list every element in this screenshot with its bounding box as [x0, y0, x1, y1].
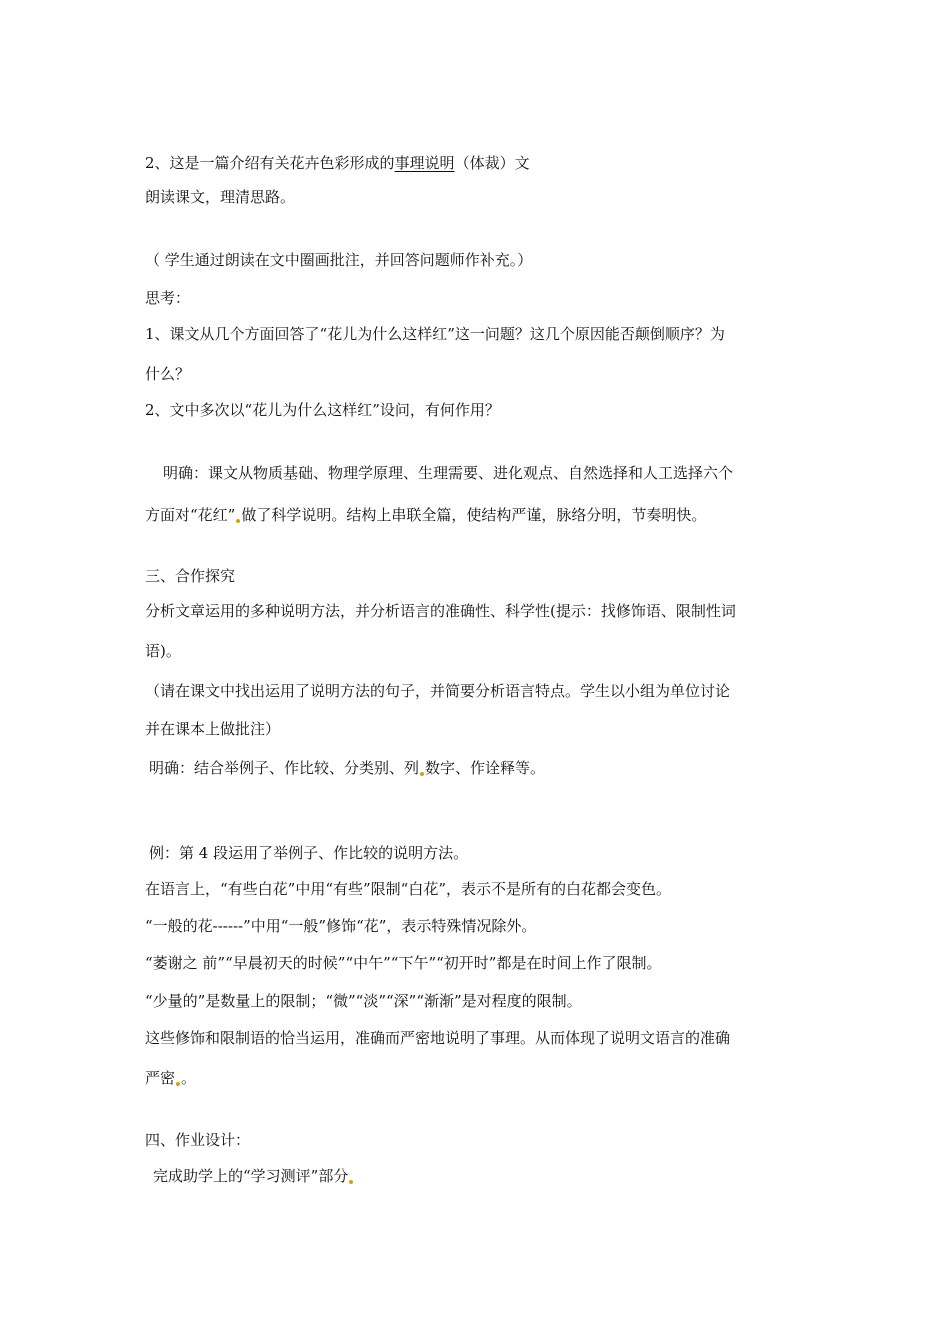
text-line: [145, 153, 530, 173]
text-line: 朗读课文，理清思路。: [145, 188, 296, 206]
text-run: 完成助学上的“学习测评”部分: [153, 1167, 349, 1185]
text-run: 。: [181, 1069, 197, 1087]
text-run: 2、这是一篇介绍有关花卉色彩形成的: [145, 154, 395, 172]
emphasis-dot: [176, 1082, 180, 1086]
text-line: 语)。: [145, 642, 181, 660]
text-line: 例：第 4 段运用了举例子、作比较的说明方法。: [149, 844, 469, 862]
text-line: [145, 505, 706, 525]
section-heading: 三、合作探究: [145, 567, 236, 585]
text-line: 1、课文从几个方面回答了“花儿为什么这样红”这一问题？这几个原因能否颠倒顺序？为: [145, 325, 725, 343]
text-line: 分析文章运用的多种说明方法，并分析语言的准确性、科学性(提示：找修饰语、限制性词: [145, 602, 736, 620]
text-line: 思考：: [145, 289, 191, 307]
text-line: “萎谢之 前”“早晨初天的时候”“中午”“下午”“初开时”都是在时间上作了限制。: [145, 954, 662, 972]
text-run: （体裁）文: [454, 154, 530, 172]
text-line: [145, 1068, 196, 1088]
emphasis-dot: [236, 519, 240, 523]
underlined-term: 事理说明: [394, 154, 455, 172]
text-line: “一般的花------”中用“一般”修饰“花”，表示特殊情况除外。: [145, 917, 537, 935]
text-run: 明确：结合举例子、作比较、分类别、列: [149, 759, 420, 777]
text-run: 数字、作诠释等。: [425, 759, 546, 777]
text-line: “少量的”是数量上的限制；“微”“淡”“深”“渐渐”是对程度的限制。: [145, 992, 582, 1010]
emphasis-dot: [349, 1180, 353, 1184]
text-line: （请在课文中找出运用了说明方法的句子，并简要分析语言特点。学生以小组为单位讨论: [145, 682, 731, 700]
text-line: 2、文中多次以“花儿为什么这样红”设问，有何作用？: [145, 401, 500, 419]
text-run: 严密: [145, 1069, 176, 1087]
emphasis-dot: [420, 772, 424, 776]
text-line: 什么？: [145, 365, 191, 383]
text-line: （ 学生通过朗读在文中圈画批注，并回答问题师作补充。）: [145, 251, 533, 269]
text-run: 做了科学说明。结构上串联全篇，使结构严谨，脉络分明，节奏明快。: [241, 506, 707, 524]
text-line: [149, 758, 545, 778]
text-line: 在语言上，“有些白花”中用“有些”限制“白花”，表示不是所有的白花都会变色。: [145, 880, 672, 898]
text-line: [153, 1166, 354, 1186]
text-line: 并在课本上做批注）: [145, 720, 281, 738]
text-line: 明确：课文从物质基础、物理学原理、生理需要、进化观点、自然选择和人工选择六个: [163, 464, 734, 482]
text-run: 方面对“花红”: [145, 506, 236, 524]
text-line: 这些修饰和限制语的恰当运用，准确而严密地说明了事理。从而体现了说明文语言的准确: [145, 1029, 731, 1047]
section-heading: 四、作业设计：: [145, 1131, 251, 1149]
